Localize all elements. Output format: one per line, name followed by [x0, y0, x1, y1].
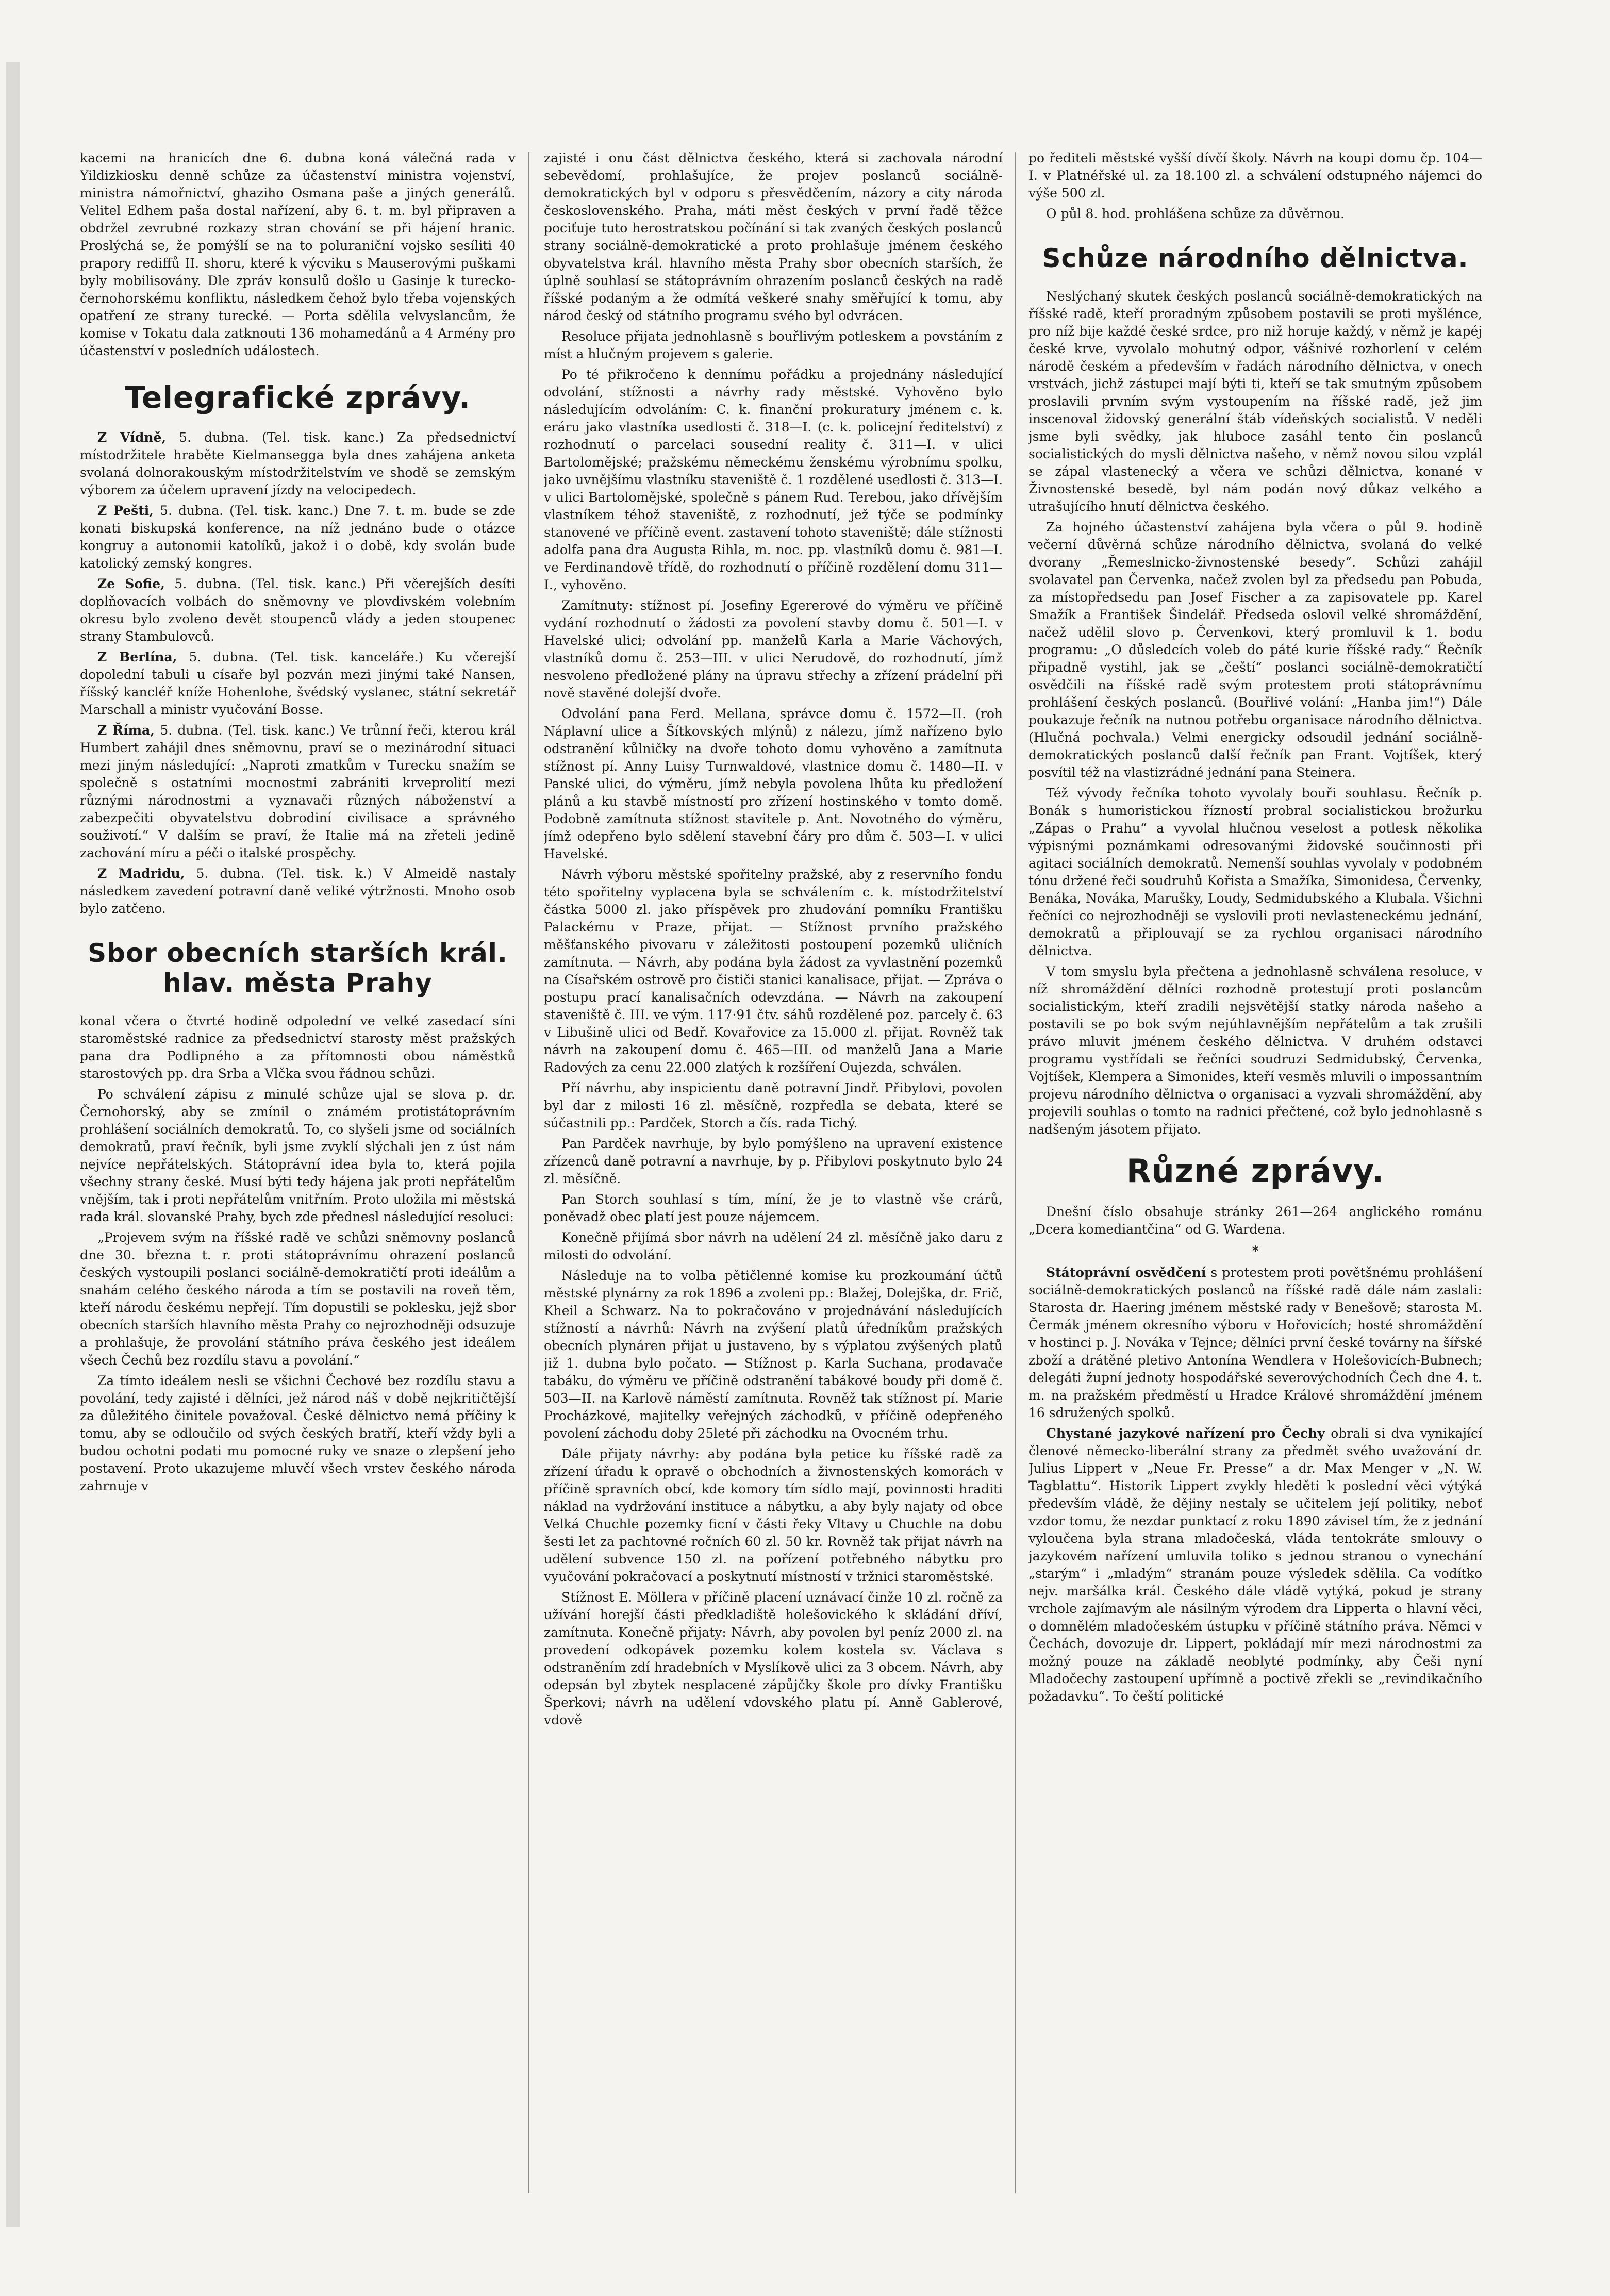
paragraph: Zamítnuty: stížnost pí. Josefiny Egererové do výměru ve příčině vydání rozhodnutí o žádosti za povolení stavby domu č. 501—I. v Havelské ulici; odvolání pp. manželů Karla a Marie Váchových, vlastníků domu č. 253—III. v ulici Nerudově, do rozhodnutí, jímž nesvoleno předložené plány na úpravu střechy a zřízení prádelní při nově stavěné dolejší dvoře.	[544, 598, 1003, 701]
paragraph: Stížnost E. Möllera v příčině placení uznávací činže 10 zl. ročně za užívání horejší části předkladiště holešovického k skládání dříví, zamítnuta. Konečně přijaty: Návrh, aby povolen byl peníz 2000 zl. na provedení odkopávek pozemku kolem kostela sv. Václava s odstraněním zdí hradebních v Myslíkově ulici za 3 obcem. Návrh, aby odepsán byl zbytek nesplacené zápůjčky škole pro dívky Františku Šperkovi; návrh na udělení vdovského platu pí. Anně Gablerové, vdově	[544, 1590, 1003, 1727]
news-item: Z Pešti, 5. dubna. (Tel. tisk. kanc.) Dne 7. t. m. bude se zde konati biskupská konference, na níž jednáno bude o otázce kongruy a autonomii katolíků, jakož i o době, kdy svolán bude katolický zemský kongres.	[80, 503, 516, 571]
paragraph: Po té přikročeno k dennímu pořádku a projednány následující odvolání, stížnosti a návrhy rady městské. Vyhověno bylo následujícím odvoláním: C. k. finanční prokuratury jménem c. k. eráru jako vlastníka usedlosti č. 318—I. (c. k. policejní ředitelství) z rozhodnutí o parcelaci sousední reality č. 311—I. v ulici Bartolomějské; pražskému německému ženskému výrobnímu spolku, jako uvnějšímu vlastníku staveniště č. 1 rozdělené usedlosti č. 313—I. v ulici Bartolomějské, společně s pánem Rud. Terebou, jako dřívějším vlastníkem téhož staveniště, z rozhodnutí, jež týče se podmínky stanovené ve příčině event. zastavení tohoto staveniště; dále stížnosti adolfa pana dra Augusta Rihla, m. noc. pp. vlastníků domu č. 981—I. ve Ferdinandově třídě, do rozhodnutí o příčině rozdělení domu 311—I., vyhověno.	[544, 367, 1003, 592]
paragraph: Dále přijaty návrhy: aby podána byla petice ku říšské radě za zřízení úřadu k opravě o obchodních a živnostenských komorách v příčině spravních obcí, kde komory tím sídlo mají, povinnosti hraditi náklad na vydržování instituce a nábytku, a aby byly najaty od obce Velká Chuchle pozemky ficní v části řeky Vltavy u Chuchle na dobu šesti let za pachtovné ročních 60 zl. 50 kr. Rovněž tak přijat návrh na udělení subvence 150 zl. na pořízení potřebného nábytku pro vyučování pokračovací a poskytnutí místností v tržnici staroměstské.	[544, 1446, 1003, 1584]
paragraph: Pan Storch souhlasí s tím, míní, že je to vlastně vše crárů, poněvadž obec platí jest pouze nájemcem.	[544, 1192, 1003, 1224]
paragraph: Následuje na to volba pětičlenné komise ku prozkoumání účtů městské plynárny za rok 1896 a zvoleni pp.: Blažej, Dolejška, dr. Frič, Kheil a Schwarz. Na to pokračováno v projednávání následujících stížností a návrhů: Návrh na zvýšení platů úředníkům pražských obecních plynáren přijat u justaveno, by s výplatou zvýšených platů již 1. dubna bylo počato. — Stížnost p. Karla Suchana, prodavače tabáku, do výměru ve příčině odstranění tabákové boudy při domě č. 503—II. na Karlově náměstí zamítnuta. Rovněž tak stížnost pí. Marie Procházkové, majitelky veřejných záchodků, v příčině odepřeného povolení záchodu doby 25leté při záchodku na Ovocném trhu.	[544, 1268, 1003, 1441]
paragraph: Návrh výboru městské spořitelny pražské, aby z reservního fondu této spořitelny vyplacena byla se schválením c. k. místodržitelství částka 5000 zl. jako příspěvek pro zhudování pomníku Františku Palackému v Praze, přijat. — Stížnost prvního pražského měšťanského pivovaru v záležitosti postoupení pozemků uličních zamítnuta. — Návrh, aby podána byla žádost za vyvlastnění pozemků na Císařském ostrově pro čističi stanici kanalisace, přijat. — Zpráva o postupu prací kanalisačních odevzdána. — Návrh na zakoupení staveniště č. III. ve vým. 117·91 čtv. sáhů rozdělené poz. parcely č. 63 v Libušině ulici od Bedř. Kovařovice za 15.000 zl. přijat. Rovněž tak návrh na zakoupení domu č. 465—III. od manželů Jana a Marie Radových za cenu 22.000 zlatých k rozšíření Oujezda, schválen.	[544, 867, 1003, 1075]
paragraph: Odvolání pana Ferd. Mellana, správce domu č. 1572—II. (roh Náplavní ulice a Šítkovských mlýnů) z nálezu, jímž nařízeno bylo odstranění kůlničky na dvoře tohoto domu vyhověno a zamítnuta stížnost pí. Anny Luisy Turnwaldové, vlastnice domu č. 1480—II. v Panské ulici, do výměru, jímž nebyla povolena lhůta ku předložení plánů a ku stavbě místností pro zřízení hostinského v tomto domě. Podobně zamítnuta stížnost stavitele p. Ant. Novotného do výměru, jímž odepřeno bylo sdělení stavební čáry pro dům č. 503—I. v ulici Havelské.	[544, 706, 1003, 861]
paragraph: „Projevem svým na říšské radě ve schůzi sněmovny poslanců dne 30. března t. r. proti státoprávnímu ohrazení poslanců českých vystoupili poslanci sociálně-demokratičtí proti ideálům a snahám celého českého národa a tím se postavili na roveň těm, kteří národu českému nepřejí. Tím dopustili se poklesku, jejž sbor obecních starších hlavního města Prahy co nejrozhodněji odsuzuje a prohlašuje, že provolání státního práva českého jest ideálem všech Čechů bez rozdílu stavu a povolání.“	[80, 1230, 516, 1368]
paragraph: O půl 8. hod. prohlášena schůze za důvěrnou.	[1046, 206, 1345, 221]
paragraph: Po schválení zápisu z minulé schůze ujal se slova p. dr. Černohorský, aby se zmínil o známém protistátoprávním prohlášení sociálních demokratů. To, co slyšeli jsme od sociálních demokratů, praví řečník, byli jsme zvyklí slýchali jen z úst nám nejvíce nepřátelských. Státoprávní idea byla to, která pojila všechny strany české. Musí býti tedy hájena jak proti nepřátelům vnějším, tak i proti nepřátelům vnitřním. Proto uložila mi městská rada král. slovanské Prahy, bych zde přednesl následující resoluci:	[80, 1087, 516, 1224]
section-heading-workers-meeting: Schůze národního dělnictva.	[1042, 243, 1469, 273]
paragraph: Neslýchaný skutek českých poslanců sociálně-demokratických na říšské radě, kteří proradným způsobem postavili se proti myšlénce, pro níž bije každé české srdce, pro niž horuje každý, v němž je kapéj české krve, vyvolalo mohutný odpor, vášnivé rozhorlení v celém národě českém a především v řadách národního dělnictva, v onech vrstvách, jichž zástupci mají býti ti, kteří se tak smutným způsobem proslavili prvním svým vystoupením na říšské radě, jež jim inscenoval židovský generální štáb vídeňských socialistů. V neděli jsme byli svědky, jak hluboce zasáhl tento čin poslanců socialistických do mysli dělnictva našeho, v němž novou silou vzplál se zápal vlastenecký a včera ve schůzi dělnictva, konané v Živnostenské besedě, byl nám podán nový důkaz velkého a utrašujícího hnutí dělnictva českého.	[1028, 289, 1482, 514]
column-left	[80, 149, 516, 2211]
paragraph: po řediteli městské vyšší dívčí školy. Návrh na koupi domu čp. 104—I. v Platnéřské ul. za 18.100 zl. a schválení odstupného nájemci do výše 500 zl.	[1028, 151, 1482, 201]
section-heading-various-news: Různé zprávy.	[1126, 1152, 1385, 1190]
dateline: Z Vídně,	[97, 430, 167, 445]
news-item: Z Vídně, 5. dubna. (Tel. tisk. kanc.) Za předsednictví místodržitele hraběte Kielmansegga byla dnes zahájena anketa svolaná dolnorakouským místodržitelstvím ve shodě se zemským výborem za účelem upravení jízdy na velocipedech.	[80, 430, 516, 497]
dateline: Z Říma,	[97, 723, 155, 738]
news-item: Státoprávní osvědčení s protestem proti povětšnému prohlášení sociálně-demokratických poslanců na říšské radě dále nám zaslali: Starosta dr. Haering jménem městské rady v Benešově; starosta M. Čermák jménem okresního výboru v Hořovicích; hosté shromáždění v hostinci p. J. Nováka v Tejnce; dělníci první české továrny na šířské zboží a drátěné pletivo Antonína Wendlera v Holešovicích-Bubnech; delegáti župní jednoty hospodářské severovýchodních Čech dne 4. t. m. na pražském předměstí u Hradce Králové shromáždění jménem 16 sdružených spolků.	[1028, 1265, 1482, 1420]
column-middle	[544, 149, 1003, 2211]
news-item: Z Madridu, 5. dubna. (Tel. tisk. k.) V Almeidě nastaly následkem zavedení potravní daně veliké výtržnosti. Mnoho osob bylo zatčeno.	[80, 866, 516, 916]
paragraph: zajisté i onu část dělnictva českého, která si zachovala národní sebevědomí, prohlašujíce, že projev poslanců sociálně-demokratických byl v odporu s přesvědčením, názory a city národa československého. Praha, máti měst českých v první řadě těžce pociťuje tuto herostratskou počínání si tak zvaných českých poslanců strany sociálně-demokratické a proto prohlašuje jménem českého obyvatelstva král. hlavního města Prahy sbor obecních starších, že úplně souhlasí se státoprávním ohrazením poslanců českých na radě říšské podaným a že odmítá veškeré snahy směřující k tomu, aby národ český od státního programu svého byl odvrácen.	[544, 151, 1003, 323]
column-right	[1028, 149, 1482, 2211]
section-heading-telegraphic-news: Telegrafické zprávy.	[124, 380, 471, 415]
paragraph: V tom smyslu byla přečtena a jednohlasně schválena resoluce, v níž shromáždění dělníci rozhodně protestují proti poslancům socialistickým, kteří zradili nejsvětější statky národa našeho a postavili se po bok svým nejúhlavnějším nepřátelům a tak zrušili právo mluvit jménem českého dělnictva. V druhém odstavci programu vystřídali se řečníci soudruzi Sedmidubský, Červenka, Vojtíšek, Klempera a Simonides, kteří vesměs mluvili o impossantním projevu národního dělnictva o organisaci a vyzvali shromáždění, aby projevili souhlas o tomto na radnici přečtené, což bylo jednohlasně s nadšeným jásotem přijato.	[1028, 964, 1482, 1137]
column-divider	[1015, 152, 1016, 2193]
item-title: Chystané jazykové nařízení pro Čechy	[1046, 1426, 1325, 1441]
paragraph: Též vývody řečníka tohoto vyvolaly bouři souhlasu. Řečník p. Bonák s humoristickou řízností probral socialistickou brožurku „Zápas o Prahu“ a vyvolal hlučnou veselost a potlesk několika výpisnými poznámkami odresovanými židovské součinnosti při agitaci sociálních demokratů. Nemenší souhlas vyvolaly v podobném tónu držené řeči soudruhů Kořista a Smažíka, Simonidesa, Červenky, Benáka, Nováka, Marušky, Loudy, Sedmidubského a Klubala. Všichni řečníci co nejrozhodněji se vyslovili proti nevlasteneckému jednání, demokratů a připlouvají se za rychlou organisaci národního dělnictva.	[1028, 786, 1482, 958]
item-title: Státoprávní osvědčení	[1046, 1265, 1206, 1280]
paragraph: Za tímto ideálem nesli se všichni Čechové bez rozdílu stavu a povolání, tedy zajisté i dělníci, jež národ náš v době nejkritičtější za důležitého činitele považoval. České dělnictvo nemá příčiny k tomu, aby se odloučilo od svých českých bratří, kteří vždy byli a budou ochotni podati mu pomocné ruky ve snaze o zlepšení jeho postavení. Proto ukazujeme mluvčí všech vrstev českého národa zahrnuje v	[80, 1373, 516, 1493]
paragraph: Konečně přijímá sbor návrh na udělení 24 zl. měsíčně jako daru z milosti do odvolání.	[544, 1230, 1003, 1262]
dateline: Z Pešti,	[97, 503, 154, 518]
dateline: Z Berlína,	[97, 650, 177, 664]
paragraph: konal včera o čtvrté hodině odpolední ve velké zasedací síni staroměstské radnice za předsednictví starosty měst pražských pana dra Podlipného a za přítomnosti obou náměstků starostových pp. dra Srba a Vlčka svou řádnou schůzi.	[80, 1013, 516, 1081]
binding-edge	[6, 62, 20, 2227]
paragraph: Dnešní číslo obsahuje stránky 261—264 anglického románu „Dcera komediantčina“ od G. Wardena.	[1028, 1204, 1482, 1237]
section-heading-city-council: Sbor obecních starších král. hlav. města Prahy	[88, 938, 508, 998]
news-item: Chystané jazykové nařízení pro Čechy obrali si dva vynikající členové německo-liberální strany za předmět svého uvažování dr. Julius Lippert v „Neue Fr. Presse“ a dr. Max Menger v „N. W. Tagblattu“. Historik Lippert zvykly hleděti k poslední věci výtýká především vládě, že dějiny nestaly se učitelem její politiky, neboť vzdor tomu, že nezdar punktací z roku 1890 závisel tím, že z jednání vyloučena byla strana mladočeská, vláda tentokráte smlouvy o jazykovém nařízení umluvila toliko s jednou stranou o vynechání „starým“ i „mladým“ stranám pouze výsledek sdělila. Ca vodítko nejv. maršálka král. Českého dále vládě vytýká, pokud je strany vrchole zajímavým ale násilným výrodem dra Lipperta o hlavní věci, o domnělém mladočeském ústupku v příčině státního práva. Němci v Čechách, dovozuje dr. Lippert, pokládají mír mezi národnostmi za možný pouze na základě neoblyté podmínky, aby Češi nyní Mladočechy zastoupení upřímně a poctivě zřekli se „revindikačního požadavku“. To čeští politické	[1028, 1426, 1482, 1704]
paragraph: Pří návrhu, aby inspicientu daně potravní Jindř. Přibylovi, povolen byl dar z milosti 16 zl. měsíčně, rozpředla se debata, které se súčastnili pp.: Pardček, Storch a čís. rada Tichý.	[544, 1080, 1003, 1130]
paragraph: Resoluce přijata jednohlasně s bouřlivým potleskem a povstáním z míst a hlučným projevem s galerie.	[544, 329, 1003, 361]
article-continuation: kacemi na hranicích dne 6. dubna koná válečná rada v Yildizkiosku denně schůze za účastenství ministra vojenství, ministra námořnictví, ghaziho Osmana paše a jiných generálů. Velitel Edhem paša dostal nařízení, aby 6. t. m. byl připraven a obdržel zevrubné rozkazy stran chování se při hájení hranic. Proslýchá se, že pomýšlí se na to poluraniční vojsko sesíliti 40 prapory rediffů II. shoru, které k výcviku s Mauserovými puškami byly mobilisovány. Dle zpráv konsulů došlo u Gasinje k turecko-černohorskému konfliktu, následkem čehož bylo třeba vojenských opatření ze strany turecké. — Porta sdělila velvyslancům, že komise v Tokatu dala zatknouti 136 mohamedánů a 4 Armény pro účastenství v posledních událostech.	[80, 151, 516, 358]
column-divider	[528, 152, 529, 2193]
dateline: Z Madridu,	[97, 866, 185, 881]
news-item: Z Berlína, 5. dubna. (Tel. tisk. kanceláře.) Ku včerejší dopolední tabuli u císaře byl pozván mezi jinými také Nansen, říšský kancléř kníže Hohenlohe, švédský vyslanec, státní sekretář Marschall a ministr vyučování Bosse.	[80, 650, 516, 717]
paragraph: Pan Pardček navrhuje, by bylo pomýšleno na upravení existence zřízenců daně potravní a navrhuje, by p. Přibylovi poskytnuto bylo 24 zl. měsíčně.	[544, 1136, 1003, 1186]
paragraph: Za hojného účastenství zahájena byla včera o půl 9. hodině večerní důvěrná schůze národního dělnictva, svolaná do velké dvorany „Řemeslnicko-živnostenské besedy“. Schůzi zahájil svolavatel pan Červenka, načež zvolen byl za předsedu pan Pobuda, za místopředsedu pan Josef Fischer a za zapisovatele pp. Karel Smažík a František Šindelář. Předseda oslovil velké shromáždění, načež udělil slovo p. Červenkovi, který promluvil k 1. bodu programu: „O důsledcích voleb do páté kurie říšské rady.“ Řečník připadně vystihl, jak se „čeští“ poslanci sociálně-demokratičtí osvědčili na říšské radě svým protestem proti státoprávnímu prohlášení českých poslanců. (Bouřlivé volání: „Hanba jim!“) Dále poukazuje řečník na nutnou potřebu organisace národního dělnictva. (Hlučná pochvala.) Velmi energicky odsoudil jednání sociálně-demokratických poslanců další řečník pan Frant. Vojtíšek, který posvítil též na vlastizrádné jednání pana Steinera.	[1028, 520, 1482, 780]
news-item: Ze Sofie, 5. dubna. (Tel. tisk. kanc.) Při včerejších desíti doplňovacích volbách do sněmovny ve plovdivském volebním okresu bylo zvoleno devět stoupenců vlády a jeden stoupenec strany Stambulovců.	[80, 576, 516, 644]
section-separator: *	[1252, 1243, 1259, 1258]
news-item: Z Říma, 5. dubna. (Tel. tisk. kanc.) Ve trůnní řeči, kterou král Humbert zahájil dnes sněmovnu, praví se o mezinárodní situaci mezi jiným následující: „Naproti zmatkům v Turecku snažím se společně s ostatními mocnostmi zabrániti krveprolití mezi různými národnostmi a vyznavači různých náboženství a zabezpečiti obyvatelstvu dobrodiní civilisace a správného souživotí.“ V dalším se praví, že Italie má na zřeteli jedině zachování míru a péči o italské prospěchy.	[80, 723, 516, 860]
dateline: Ze Sofie,	[97, 576, 165, 591]
